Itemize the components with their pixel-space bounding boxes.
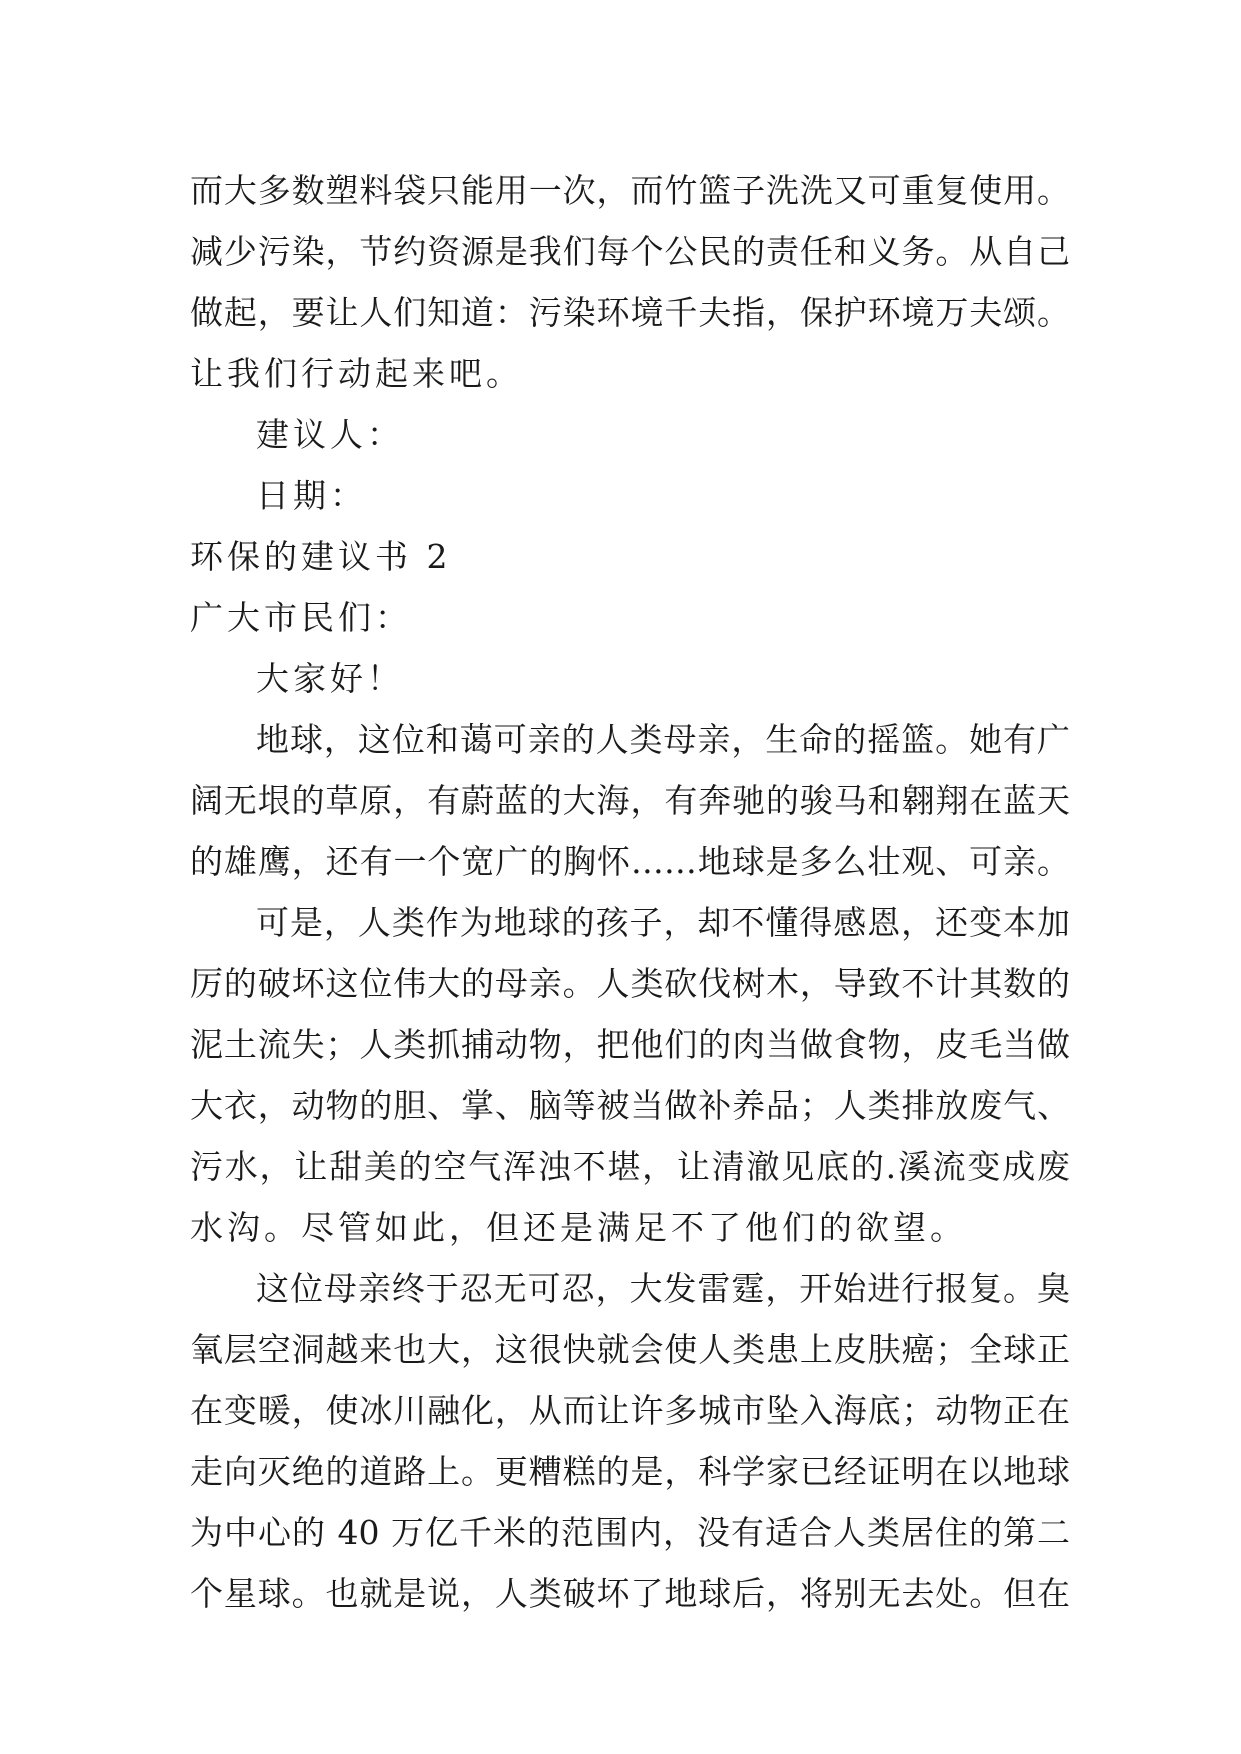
text-line: 大衣，动物的胆、掌、脑等被当做补养品；人类排放废气、	[190, 1086, 1070, 1125]
text-line: 可是，人类作为地球的孩子，却不懂得感恩，还变本加	[256, 903, 1070, 942]
text-line: 厉的破坏这位伟大的母亲。人类砍伐树木，导致不计其数的	[190, 964, 1070, 1003]
signer-label: 建议人：	[256, 415, 404, 454]
text-line: 氧层空洞越来也大，这很快就会使人类患上皮肤癌；全球正	[190, 1330, 1070, 1369]
section-title: 环保的建议书 2	[190, 537, 452, 576]
text-line: 为中心的 40 万亿千米的范围内，没有适合人类居住的第二	[190, 1513, 1070, 1552]
text-line: 这位母亲终于忍无可忍，大发雷霆，开始进行报复。臭	[256, 1269, 1070, 1308]
text-line: 个星球。也就是说，人类破坏了地球后，将别无去处。但在	[190, 1574, 1070, 1613]
date-label: 日期：	[256, 476, 367, 515]
text-line: 减少污染，节约资源是我们每个公民的责任和义务。从自己	[190, 232, 1070, 271]
text-line: 水沟。尽管如此，但还是满足不了他们的欲望。	[190, 1208, 967, 1247]
text-line: 阔无垠的草原，有蔚蓝的大海，有奔驰的骏马和翱翔在蓝天	[190, 781, 1070, 820]
text-line: 做起，要让人们知道：污染环境千夫指，保护环境万夫颂。	[190, 293, 1070, 332]
text-line: 走向灭绝的道路上。更糟糕的是，科学家已经证明在以地球	[190, 1452, 1070, 1491]
text-line: 在变暖，使冰川融化，从而让许多城市坠入海底；动物正在	[190, 1391, 1070, 1430]
text-line: 的雄鹰，还有一个宽广的胸怀……地球是多么壮观、可亲。	[190, 842, 1070, 881]
salutation: 广大市民们：	[190, 598, 412, 637]
document-body	[190, 160, 1070, 1624]
greeting: 大家好！	[256, 659, 404, 698]
text-line: 地球，这位和蔼可亲的人类母亲，生命的摇篮。她有广	[256, 720, 1070, 759]
text-line: 污水，让甜美的空气浑浊不堪，让清澈见底的.溪流变成废	[190, 1147, 1070, 1186]
text-line: 泥土流失；人类抓捕动物，把他们的肉当做食物，皮毛当做	[190, 1025, 1070, 1064]
text-line: 让我们行动起来吧。	[190, 354, 523, 393]
text-line: 而大多数塑料袋只能用一次，而竹篮子洗洗又可重复使用。	[190, 171, 1070, 210]
